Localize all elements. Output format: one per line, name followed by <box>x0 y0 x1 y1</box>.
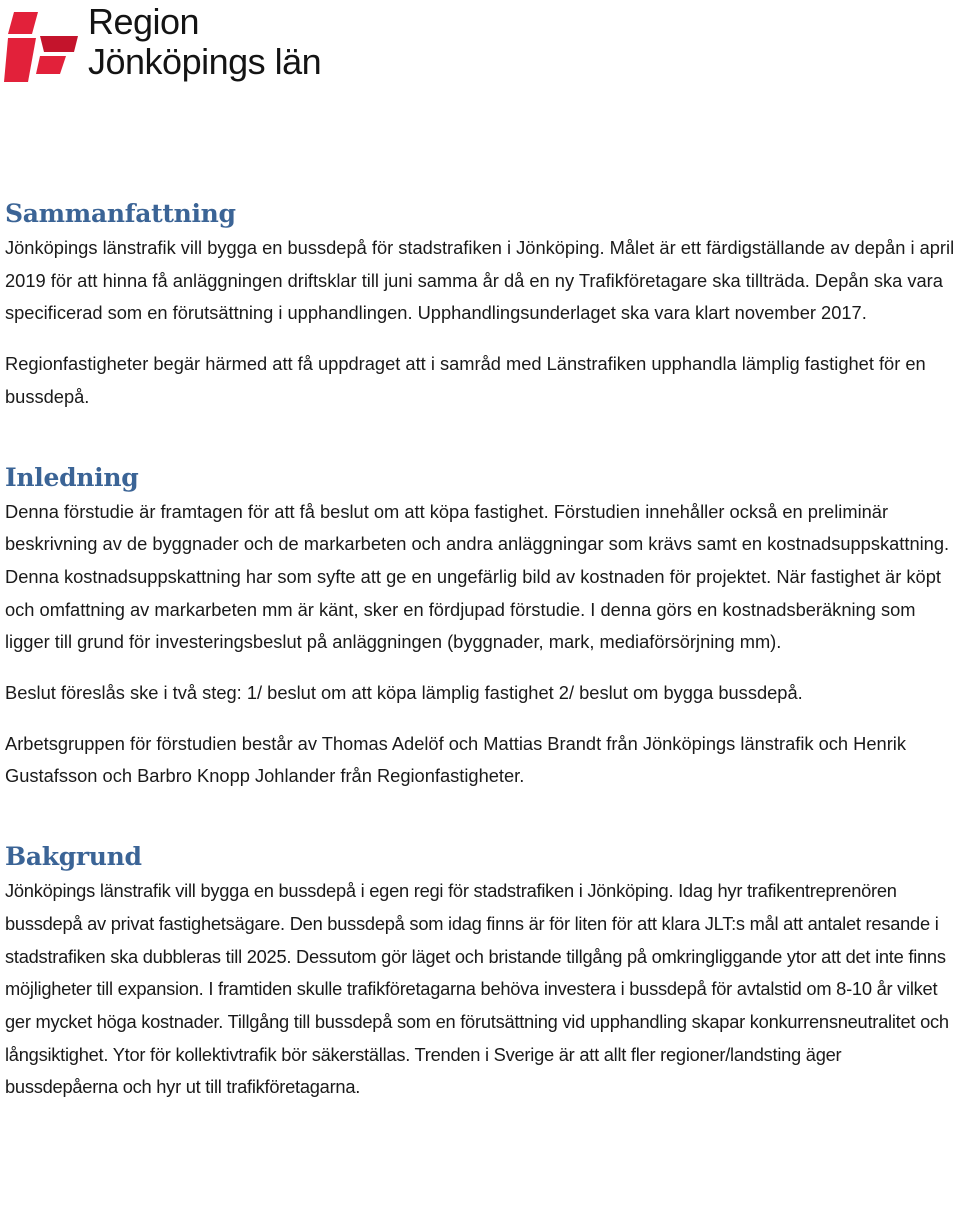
paragraph-inledning-1: Denna förstudie är framtagen för att få beslut om att köpa fastighet. Förstudien innehåller också en preliminär beskrivning av de byggnader och de markarbeten och andra anläggningar som krävs samt en kostnadsuppskattning. Denna kostnadsuppskattning har som syfte att ge en ungefärlig bild av kostnaden för projektet. När fastighet är köpt och omfattning av markarbeten mm är känt, sker en fördjupad förstudie. I denna görs en kostnadsberäkning som ligger till grund för investeringsbeslut på anläggningen (byggnader, mark, mediaförsörjning mm). <box>5 500 950 653</box>
heading-inledning: Inledning <box>5 462 139 492</box>
logo-line-jonkopings-lan: Jönköpings län <box>88 41 322 82</box>
heading-sammanfattning: Sammanfattning <box>5 199 236 228</box>
logo-line-region: Region <box>88 1 200 42</box>
region-logo <box>4 1 334 88</box>
paragraph-inledning-2: Beslut föreslås ske i två steg: 1/ beslut om att köpa lämplig fastighet 2/ beslut om bygga bussdepå. <box>5 682 803 704</box>
heading-bakgrund: Bakgrund <box>5 842 142 872</box>
paragraph-sammanfattning-2: Regionfastigheter begär härmed att få uppdraget att i samråd med Länstrafiken upphandla lämplig fastighet för en bussdepå. <box>5 353 926 407</box>
region-cross-icon <box>4 8 80 84</box>
paragraph-inledning-3: Arbetsgruppen för förstudien består av Thomas Adelöf och Mattias Brandt från Jönköpings länstrafik och Henrik Gustafsson och Barbro Knopp Johlander från Regionfastigheter. <box>5 732 907 787</box>
document-body <box>5 196 957 1104</box>
logo-wordmark <box>88 2 321 82</box>
paragraph-bakgrund-1: Jönköpings länstrafik vill bygga en bussdepå i egen regi för stadstrafiken i Jönköping. Idag hyr trafikentreprenören bussdepå av privat fastighetsägare. Den bussdepå som idag finns är för liten för att klara JLT:s mål att antalet resande i stadstrafiken ska dubbleras till 2025. Dessutom gör läget och bristande tillgång på omkringliggande ytor att det inte finns möjligheter till expansion. I framtiden skulle trafikföretagarna behöva investera i bussdepå för avtalstid om 8-10 år vilket ger mycket höga kostnader. Tillgång till bussdepå som en förutsättning vid upphandling skapar konkurrensneutralitet och långsiktighet. Ytor för kollektivtrafik bör säkerställas. Trenden i Sverige är att allt fler regioner/landsting äger bussdepåerna och hyr ut till trafikföretagarna. <box>5 880 949 1098</box>
paragraph-sammanfattning-1: Jönköpings länstrafik vill bygga en bussdepå för stadstrafiken i Jönköping. Målet är ett färdigställande av depån i april 2019 för att hinna få anläggningen driftsklar till juni samma år då en ny Trafikföretagare ska tillträda. Depån ska vara specificerad som en förutsättning i upphandlingen. Upphandlingsunderlaget ska vara klart november 2017. <box>5 237 955 324</box>
